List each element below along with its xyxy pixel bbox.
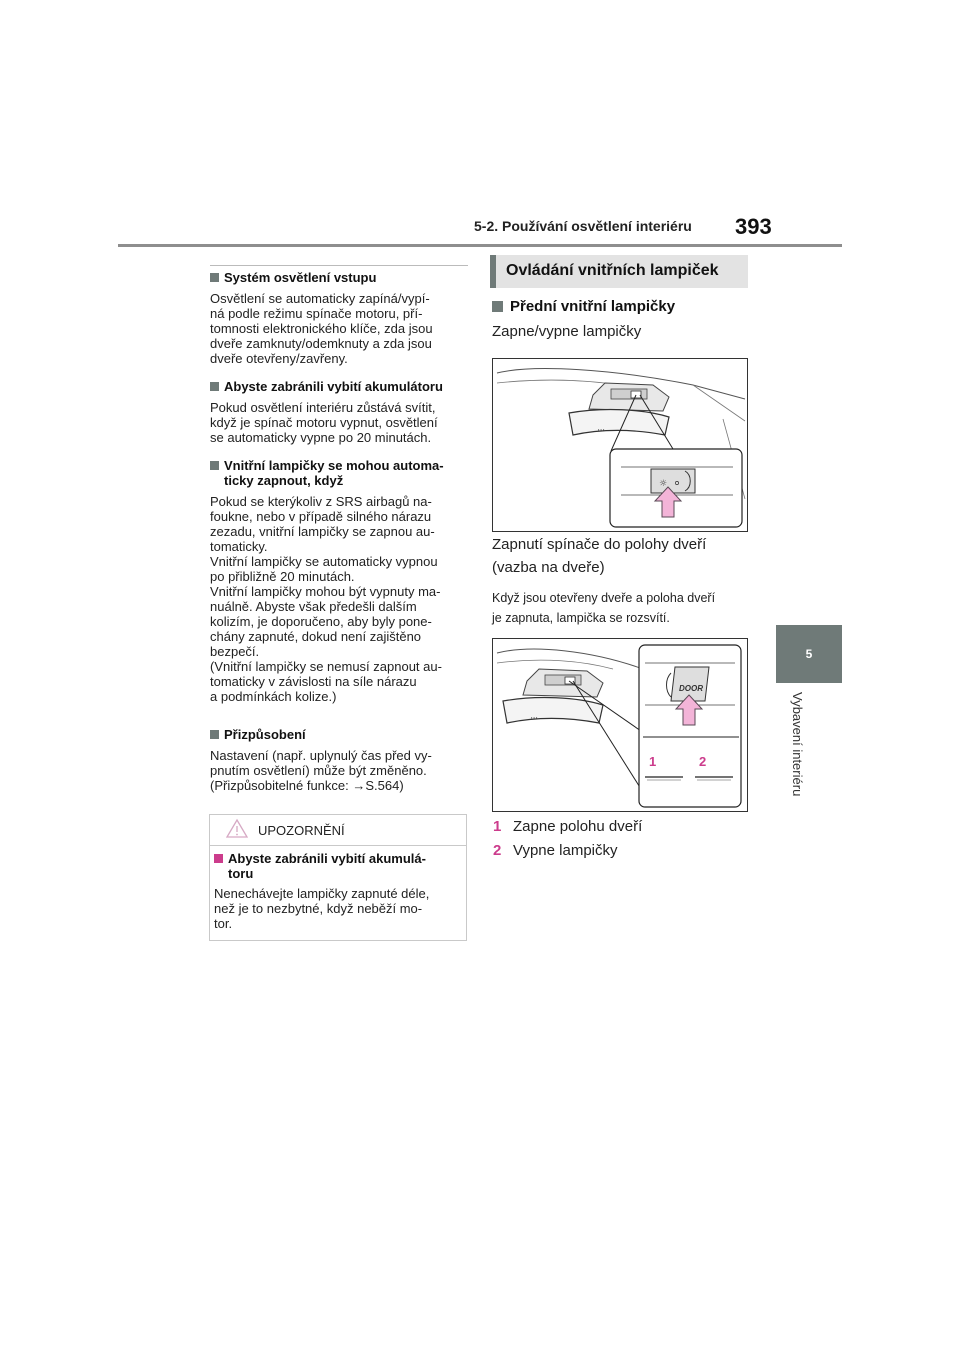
heading-entry-lighting: Systém osvětlení vstupu	[210, 270, 482, 285]
running-header-section: 5-2. Používání osvětlení interiéru	[474, 218, 692, 234]
warning-text: Nenechávejte lampičky zapnuté déle, než je to nezbytné, když neběží mo- tor.	[214, 886, 430, 931]
text-door-position-a: Zapnutí spínače do polohy dveří	[492, 536, 707, 553]
svg-text:☼: ☼	[659, 479, 668, 489]
callout-2: 2	[699, 754, 707, 769]
header-rule	[118, 244, 842, 247]
warning-title: UPOZORNĚNÍ	[258, 823, 345, 838]
chapter-tab-number[interactable]: 5	[776, 625, 842, 683]
section-heading-bar: Ovládání vnitřních lampiček	[490, 255, 748, 288]
illustration-door-switch	[493, 639, 747, 811]
warning-rule	[210, 845, 467, 846]
door-switch-label: DOOR	[679, 684, 703, 693]
callout-1: 1	[649, 754, 657, 769]
figure-lamp-switch	[492, 358, 748, 532]
heading-front-lamps: Přední vnitřní lampičky	[492, 298, 675, 315]
list-item-text: Zapne polohu dveří	[513, 818, 643, 835]
heading-customization: Přizpůsobení	[210, 727, 482, 742]
text-door-note: Když jsou otevřeny dveře a poloha dveří je zapnuta, lampička se rozsvítí.	[492, 591, 716, 625]
text-door-position-b: (vazba na dveře)	[492, 559, 605, 576]
text-battery-saver: Pokud osvětlení interiéru zůstává svítit, když je spínač motoru vypnut, osvětlení se automaticky vypne po 20 minutách.	[210, 400, 438, 445]
list-item	[493, 842, 618, 859]
illustration-overhead-console	[493, 359, 747, 531]
list-item-number: 1	[493, 818, 502, 835]
warning-heading: Abyste zabránili vybití akumulá- toru	[214, 851, 478, 881]
page-number: 393	[735, 214, 772, 239]
column-top-rule	[210, 265, 468, 266]
figure-door-switch	[492, 638, 748, 812]
svg-text:▪ ▪ ▪: ▪ ▪ ▪	[598, 427, 605, 432]
text-customization: Nastavení (např. uplynulý čas před vy- pnutím osvětlení) může být změněno. (Přizpůsobitelné funkce: →S.564)	[210, 748, 432, 793]
warning-triangle-icon	[226, 818, 248, 838]
heading-auto-on: Vnitřní lampičky se mohou automa- ticky zapnout, když	[210, 458, 482, 488]
list-item-number: 2	[493, 842, 502, 859]
text-toggle-lamps: Zapne/vypne lampičky	[492, 323, 642, 340]
svg-text:▪ ▪ ▪: ▪ ▪ ▪	[531, 715, 538, 720]
list-item-text: Vypne lampičky	[513, 842, 618, 859]
text-entry-lighting: Osvětlení se automaticky zapíná/vypí- ná podle režimu spínače motoru, pří- tomnosti elektronického klíče, zda jsou dveře zamknuty/odemknuty a zda jsou dveře otevřeny/zavřeny.	[210, 291, 433, 366]
heading-battery-saver: Abyste zabránili vybití akumulátoru	[210, 379, 482, 394]
text-auto-on: Pokud se kterýkoliv z SRS airbagů na- foukne, nebo v případě silného nárazu zezadu, vnitřní lampičky se zapnou au- tomaticky. Vnitřní lampičky se automaticky vypnou po přibližně 20 minutách. Vnitřní lampičky mohou být vypnuty ma- nuálně. Abyste však předešli dalším kolizím, je doporučeno, aby byly pone- chány zapnuté, dokud není zajištěno bezpečí. (Vnitřní lampičky se nemusí zapnout au- tomaticky v závislosti na síle nárazu a podmínkách kolize.)	[210, 494, 442, 704]
list-item	[493, 818, 642, 835]
chapter-tab-label: Vybavení interiéru	[790, 692, 805, 797]
